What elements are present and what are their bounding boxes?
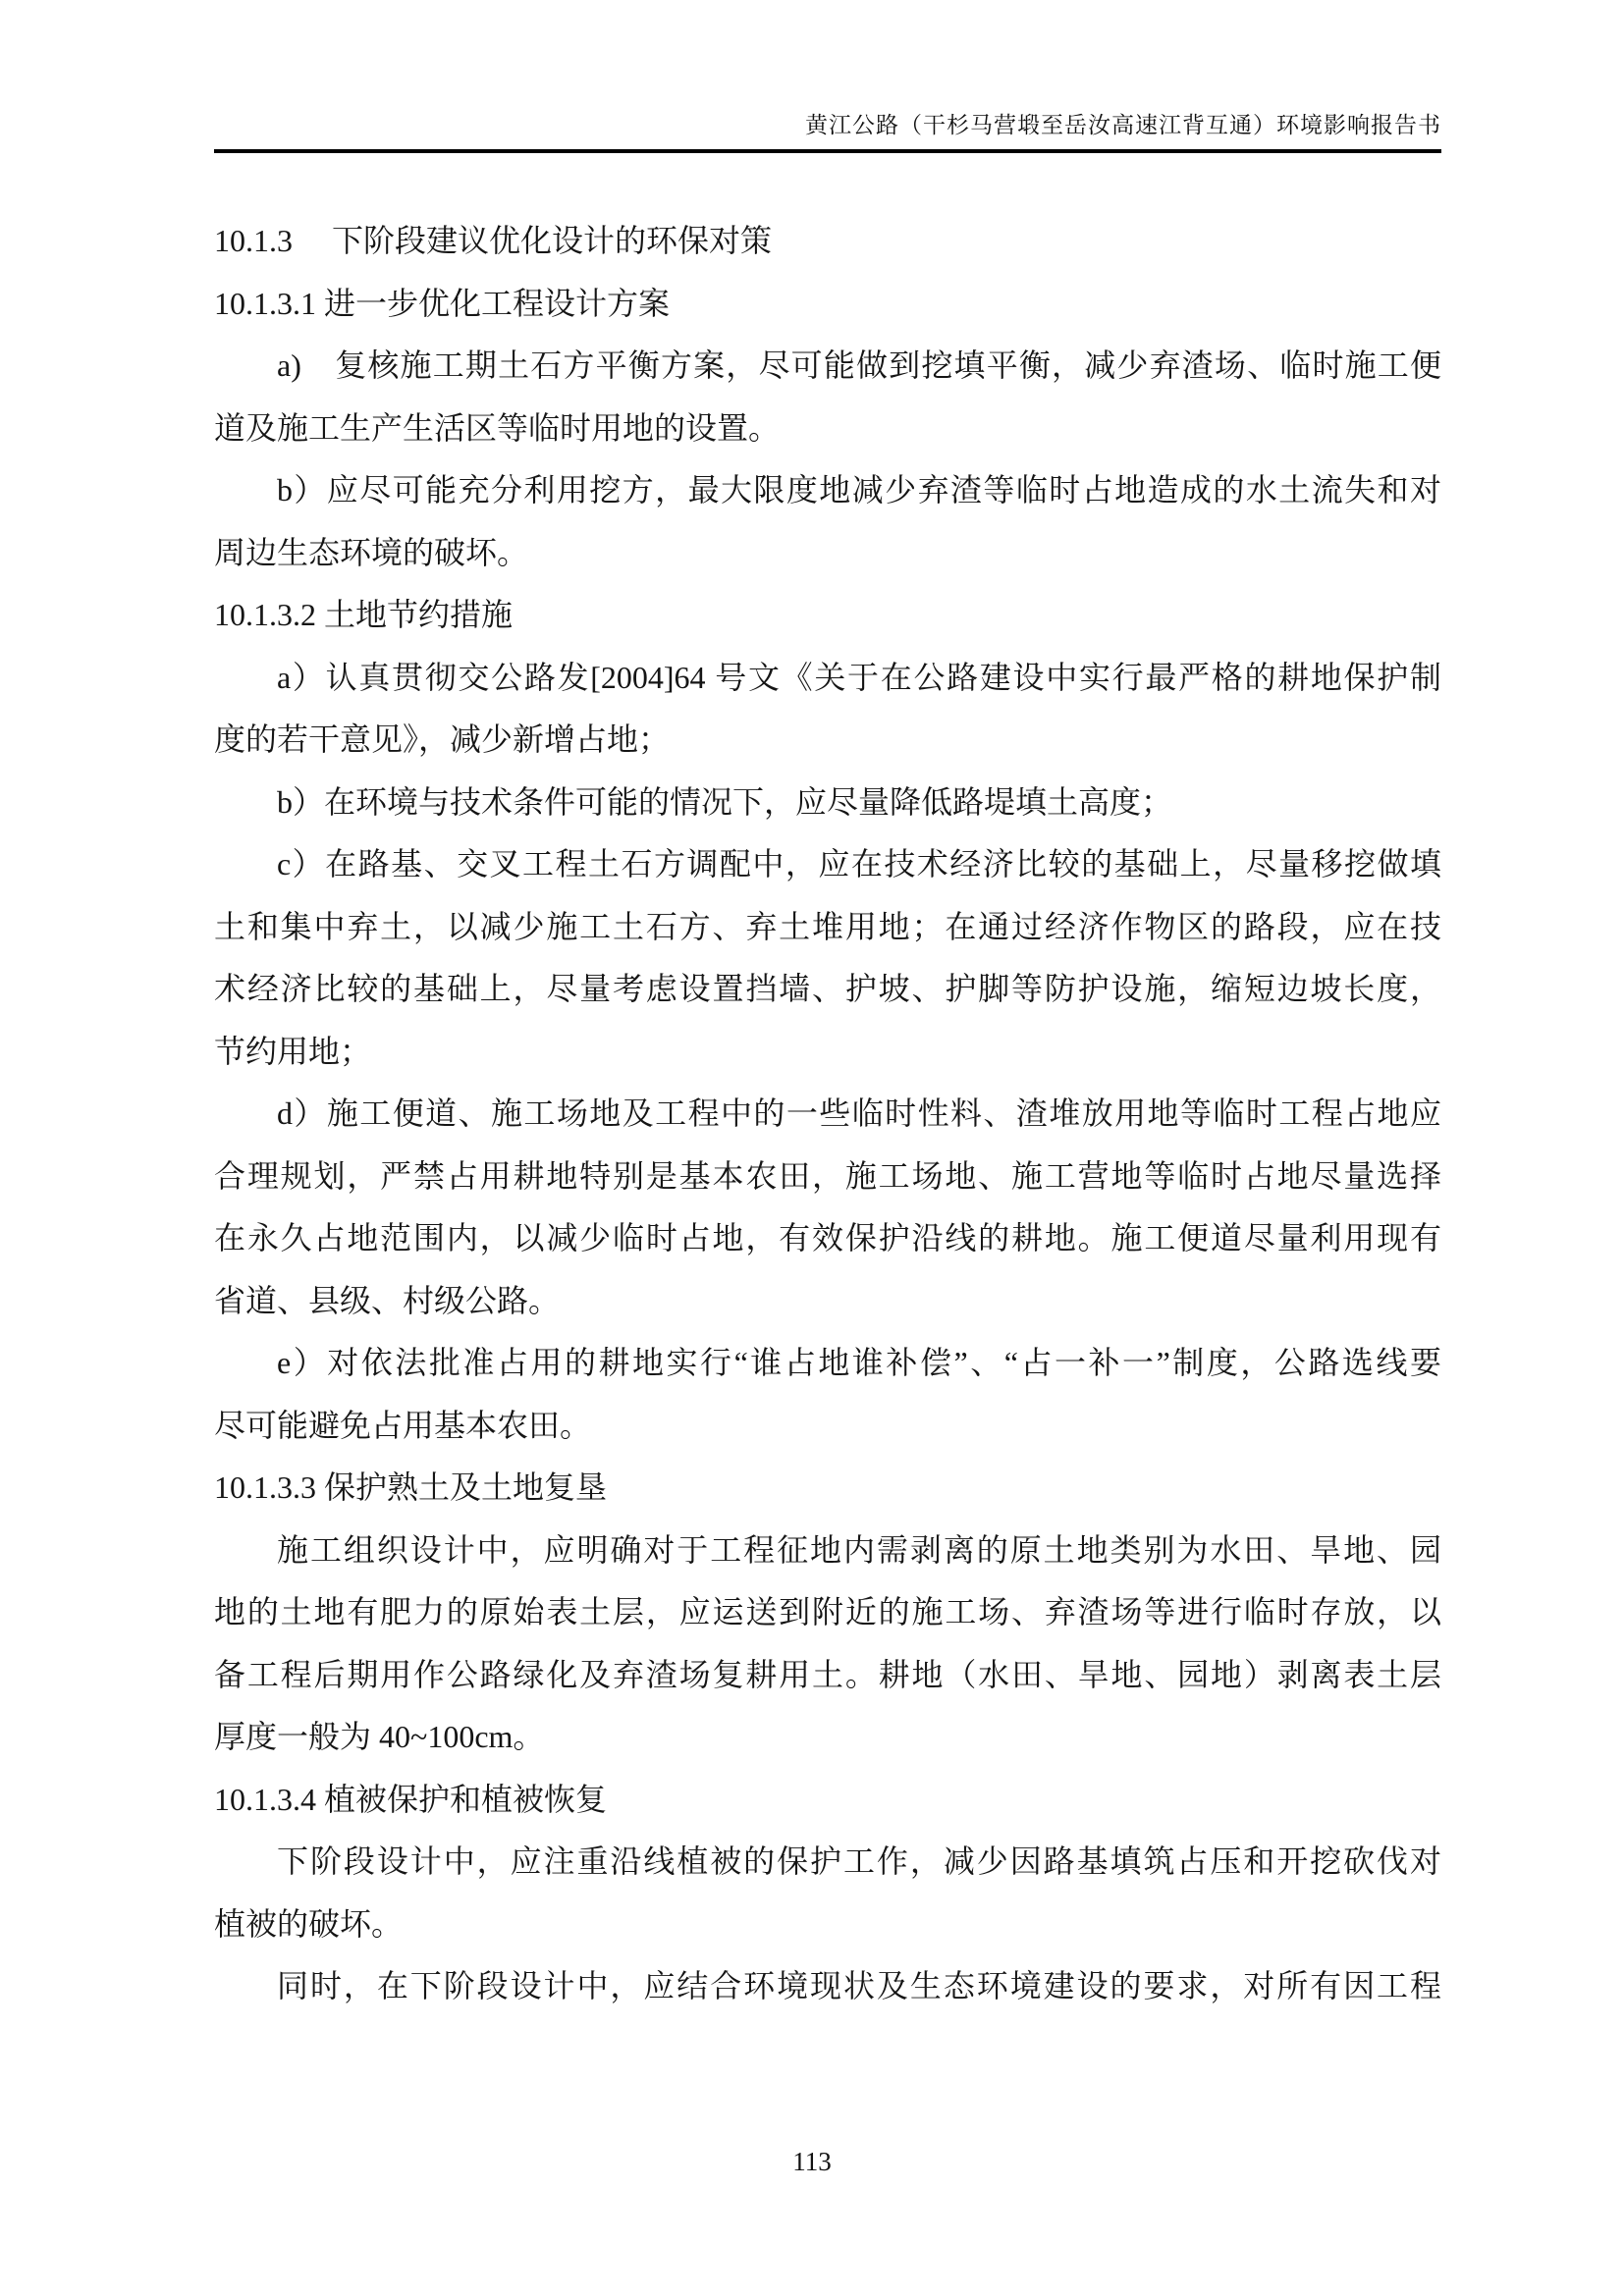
text-line: a）认真贯彻交公路发[2004]64 号文《关于在公路建设中实行最严格的耕地保护制 <box>277 659 1441 695</box>
text-line: 节约用地； <box>214 1033 372 1069</box>
text-line: 备工程后期用作公路绿化及弃渣场复耕用土。耕地（水田、旱地、园地）剥离表土层 <box>214 1656 1441 1692</box>
text-line: 周边生态环境的破坏。 <box>214 534 529 570</box>
header-rule <box>214 149 1441 153</box>
text-line: d）施工便道、施工场地及工程中的一些临时性料、渣堆放用地等临时工程占地应 <box>277 1095 1441 1131</box>
text-line: 植被的破坏。 <box>214 1905 404 1942</box>
section-heading: 10.1.3.4 植被保护和植被恢复 <box>214 1781 608 1817</box>
text-line: 度的若干意见》，减少新增占地； <box>214 721 671 757</box>
text-line: 厚度一般为 40~100cm。 <box>214 1719 545 1754</box>
text-line: c）在路基、交叉工程土石方调配中，应在技术经济比较的基础上，尽量移挖做填 <box>277 846 1441 881</box>
text-line: 省道、县级、村级公路。 <box>214 1282 561 1318</box>
text-line: 尽可能避免占用基本农田。 <box>214 1407 592 1443</box>
header-title: 黄江公路（干杉马营塅至岳汝高速江背互通）环境影响报告书 <box>805 113 1441 137</box>
text-line: a) 复核施工期土石方平衡方案，尽可能做到挖填平衡，减少弃渣场、临时施工便 <box>277 347 1441 383</box>
text-line: 土和集中弃土，以减少施工土石方、弃土堆用地；在通过经济作物区的路段，应在技 <box>214 908 1441 944</box>
text-line: 在永久占地范围内，以减少临时占地，有效保护沿线的耕地。施工便道尽量利用现有 <box>214 1220 1441 1255</box>
text-line: 道及施工生产生活区等临时用地的设置。 <box>214 409 781 446</box>
page-number: 113 <box>792 2147 832 2176</box>
text-line: b）在环境与技术条件可能的情况下，应尽量降低路堤填土高度； <box>277 783 1173 820</box>
text-line: e）对依法批准占用的耕地实行“谁占地谁补偿”、“占一补一”制度，公路选线要 <box>277 1345 1441 1380</box>
section-heading: 10.1.3.2 土地节约措施 <box>214 597 514 632</box>
section-heading: 10.1.3.3 保护熟土及土地复垦 <box>214 1469 608 1505</box>
text-line: b）应尽可能充分利用挖方，最大限度地减少弃渣等临时占地造成的水土流失和对 <box>277 472 1441 507</box>
document-body <box>214 210 1441 2018</box>
section-heading: 10.1.3 下阶段建议优化设计的环保对策 <box>214 223 773 258</box>
text-line: 下阶段设计中，应注重沿线植被的保护工作，减少因路基填筑占压和开挖砍伐对 <box>277 1843 1441 1879</box>
section-heading: 10.1.3.1 进一步优化工程设计方案 <box>214 285 671 321</box>
text-line: 术经济比较的基础上，尽量考虑设置挡墙、护坡、护脚等防护设施，缩短边坡长度， <box>214 971 1441 1006</box>
text-line: 地的土地有肥力的原始表土层，应运送到附近的施工场、弃渣场等进行临时存放，以 <box>214 1594 1441 1629</box>
text-line: 同时，在下阶段设计中，应结合环境现状及生态环境建设的要求，对所有因工程 <box>277 1968 1441 2003</box>
text-line: 施工组织设计中，应明确对于工程征地内需剥离的原土地类别为水田、旱地、园 <box>277 1531 1441 1568</box>
text-line: 合理规划，严禁占用耕地特别是基本农田，施工场地、施工营地等临时占地尽量选择 <box>214 1157 1441 1194</box>
